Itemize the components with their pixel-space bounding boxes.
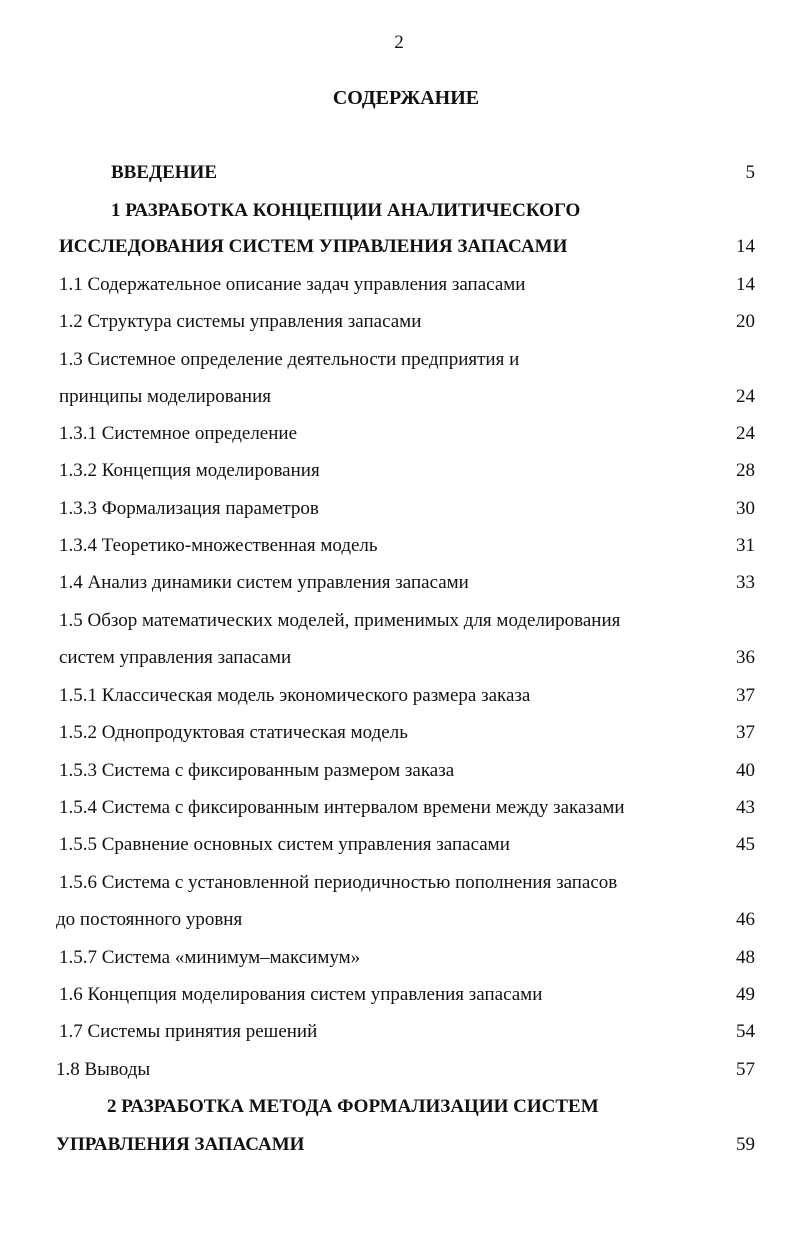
toc-entry-page: 37 <box>736 722 755 743</box>
toc-entry-page: 24 <box>736 423 755 444</box>
toc-entry-title: 1.3.3 Формализация параметров <box>59 498 319 519</box>
toc-entry-page: 54 <box>736 1021 755 1042</box>
toc-entry-title: 1.5 Обзор математических моделей, применимых для моделирования <box>59 610 621 631</box>
toc-entry-title: 1.5.4 Система с фиксированным интервалом времени между заказами <box>59 797 625 818</box>
toc-entry-page: 46 <box>736 909 755 930</box>
toc-entry-title: до постоянного уровня <box>56 909 243 930</box>
toc-entry-page: 28 <box>736 460 755 481</box>
toc-entry-page: 49 <box>736 984 755 1005</box>
toc-entry-title: ВВЕДЕНИЕ <box>111 162 217 183</box>
toc-entry-title: 1.1 Содержательное описание задач управления запасами <box>59 274 526 295</box>
toc-entry-page: 14 <box>736 274 755 295</box>
toc-entry-title: 1.3.2 Концепция моделирования <box>59 460 320 481</box>
toc-entry-title: УПРАВЛЕНИЯ ЗАПАСАМИ <box>56 1134 305 1155</box>
toc-entry-page: 36 <box>736 647 755 668</box>
toc-entry-page: 30 <box>736 498 755 519</box>
toc-entry-title: 1.5.5 Сравнение основных систем управления запасами <box>59 834 510 855</box>
toc-entry-title: 1 РАЗРАБОТКА КОНЦЕПЦИИ АНАЛИТИЧЕСКОГО <box>111 200 581 221</box>
toc-entry-page: 33 <box>736 572 755 593</box>
toc-entry-page: 48 <box>736 947 755 968</box>
toc-entry-title: 1.3.4 Теоретико-множественная модель <box>59 535 378 556</box>
toc-entry-title: 1.5.3 Система с фиксированным размером заказа <box>59 760 455 781</box>
toc-entry-title: 2 РАЗРАБОТКА МЕТОДА ФОРМАЛИЗАЦИИ СИСТЕМ <box>107 1096 599 1117</box>
toc-entry-page: 24 <box>736 386 755 407</box>
toc-entry-title: ИССЛЕДОВАНИЯ СИСТЕМ УПРАВЛЕНИЯ ЗАПАСАМИ <box>59 236 568 257</box>
toc-entry-title: 1.5.1 Классическая модель экономического размера заказа <box>59 685 531 706</box>
toc-entry-page: 20 <box>736 311 755 332</box>
toc-entry-title: принципы моделирования <box>59 386 271 407</box>
toc-entry-title: 1.4 Анализ динамики систем управления запасами <box>59 572 469 593</box>
toc-entry-title: 1.3 Системное определение деятельности предприятия и <box>59 349 520 370</box>
toc-entry-page: 31 <box>736 535 755 556</box>
toc-entry-title: систем управления запасами <box>59 647 292 668</box>
toc-entry-title: 1.5.2 Однопродуктовая статическая модель <box>59 722 408 743</box>
toc-entry-title: 1.7 Системы принятия решений <box>59 1021 318 1042</box>
toc-entry-title: 1.2 Структура системы управления запасами <box>59 311 422 332</box>
toc-entry-page: 43 <box>736 797 755 818</box>
toc-entry-page: 37 <box>736 685 755 706</box>
toc-heading: СОДЕРЖАНИЕ <box>332 87 480 109</box>
toc-entry-page: 59 <box>736 1134 755 1155</box>
toc-entry-page: 5 <box>745 162 755 183</box>
toc-entry-title: 1.5.7 Система «минимум–максимум» <box>59 947 361 968</box>
toc-entry-page: 14 <box>736 236 755 257</box>
toc-entry-title: 1.8 Выводы <box>56 1059 151 1080</box>
toc-entry-title: 1.5.6 Система с установленной периодичностью пополнения запасов <box>59 872 618 893</box>
toc-entry-page: 40 <box>736 760 755 781</box>
toc-entry-page: 57 <box>736 1059 755 1080</box>
toc-entry-page: 45 <box>736 834 755 855</box>
toc-entry-title: 1.3.1 Системное определение <box>59 423 298 444</box>
toc-entry-title: 1.6 Концепция моделирования систем управления запасами <box>59 984 543 1005</box>
page-number: 2 <box>394 32 404 53</box>
